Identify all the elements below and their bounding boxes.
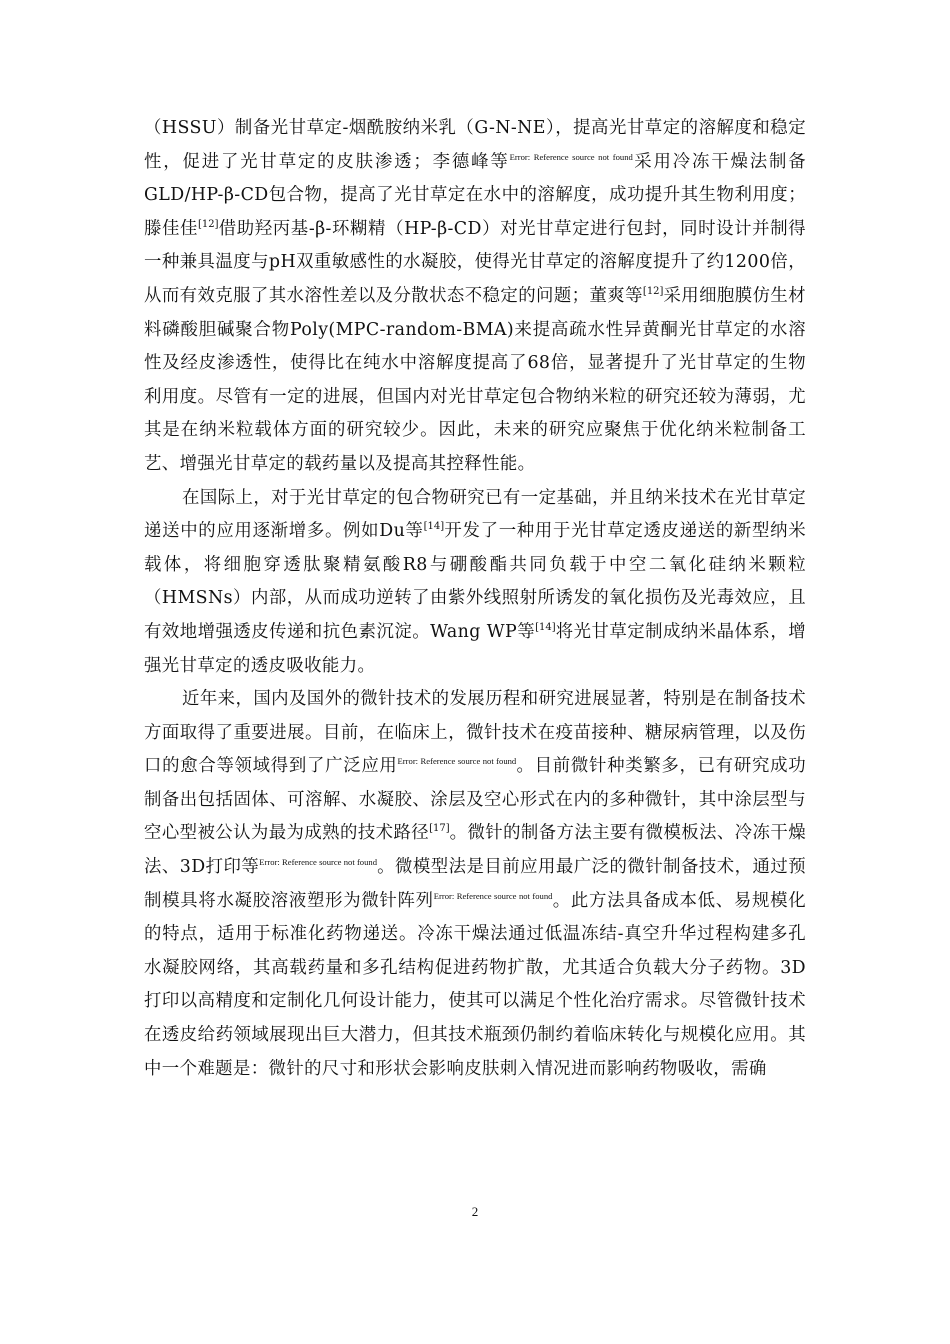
- text-run: 在国际上，对于光甘草定的包合物研究已有一定基础，并且纳米技术在光甘草定递送中的应用逐渐增多。例如Du等: [144, 487, 806, 542]
- citation-marker: [14]: [423, 521, 445, 533]
- text-run: 将光甘草定制成纳米晶体系，增强光甘草定的透皮吸收能力。: [144, 621, 806, 676]
- paragraph-1: [144, 112, 806, 482]
- citation-marker: [17]: [429, 823, 450, 835]
- paragraph-3: [144, 683, 806, 1086]
- text-run: 采用细胞膜仿生材料磷酸胆碱聚合物Poly(MPC-random-BMA)来提高疏水性异黄酮光甘草定的水溶性及经皮渗透性，使得比在纯水中溶解度提高了68倍，显著提升了光甘草定的生物利用度。尽管有一定的进展，但国内对光甘草定包合物纳米粒的研究还较为薄弱，尤其是在纳米粒载体方面的研究较少。因此，未来的研究应聚焦于优化纳米粒制备工艺、增强光甘草定的载药量以及提高其控释性能。: [144, 285, 807, 474]
- text-run: （HSSU）制备光甘草定-烟酰胺纳米乳（G-N-NE），提高光甘草定的溶解度和稳定性，促进了光甘草定的皮肤渗透；李德峰等: [144, 118, 806, 172]
- reference-error-marker: Error: Reference source not found: [433, 890, 553, 901]
- paragraph-2: [144, 482, 806, 684]
- page-number: 2: [471, 1204, 479, 1219]
- text-run: 近年来，国内及国外的微针技术的发展历程和研究进展显著，特别是在制备技术方面取得了重要进展。目前，在临床上，微针技术在疫苗接种、糖尿病管理，以及伤口的愈合等领域得到了广泛应用: [144, 689, 806, 777]
- text-run: 借助羟丙基-β-环糊精（HP-β-CD）对光甘草定进行包封，同时设计并制得一种兼具温度与pH双重敏感性的水凝胶，使得光甘草定的溶解度提升了约1200倍，从而有效克服了其水溶性差以及分散状态不稳定的问题；董爽等: [144, 218, 806, 306]
- text-run: 。此方法具备成本低、易规模化的特点，适用于标准化药物递送。冷冻干燥法通过低温冻结-真空升华过程构建多孔水凝胶网络，其高载药量和多孔结构促进药物扩散，尤其适合负载大分子药物。3D打印以高精度和定制化几何设计能力，使其可以满足个性化治疗需求。尽管微针技术在透皮给药领域展现出巨大潜力，但其技术瓶颈仍制约着临床转化与规模化应用。其中一个难题是：微针的尺寸和形状会影响皮肤刺入情况进而影响药物吸收，需确: [144, 890, 806, 1079]
- text-run: 。微模型法是目前应用最广泛的微针制备技术，通过预制模具将水凝胶溶液塑形为微针阵列: [144, 857, 806, 911]
- reference-error-marker: Error: Reference source not found: [259, 857, 377, 868]
- reference-error-marker: Error: Reference source not found: [509, 151, 633, 162]
- reference-error-marker: Error: Reference source not found: [397, 756, 517, 767]
- text-run: 采用冷冻干燥法制备GLD/HP-β-CD包合物，提高了光甘草定在水中的溶解度，成功提升其生物利用度；滕佳佳: [144, 151, 806, 239]
- text-run: 。微针的制备方法主要有微模板法、冷冻干燥法、3D打印等: [144, 823, 806, 878]
- citation-marker: [12]: [198, 218, 219, 230]
- citation-marker: [12]: [642, 286, 664, 298]
- document-body: [144, 112, 806, 1086]
- citation-marker: [14]: [535, 622, 556, 634]
- text-run: 开发了一种用于光甘草定透皮递送的新型纳米载体，将细胞穿透肽聚精氨酸R8与硼酸酯共同负载于中空二氧化硅纳米颗粒（HMSNs）内部，从而成功逆转了由紫外线照射所诱发的氧化损伤及光毒效应，且有效地增强透皮传递和抗色素沉淀。Wang WP等: [144, 521, 806, 642]
- text-run: 。目前微针种类繁多，已有研究成功制备出包括固体、可溶解、水凝胶、涂层及空心形式在内的多种微针，其中涂层型与空心型被公认为最为成熟的技术路径: [144, 756, 806, 844]
